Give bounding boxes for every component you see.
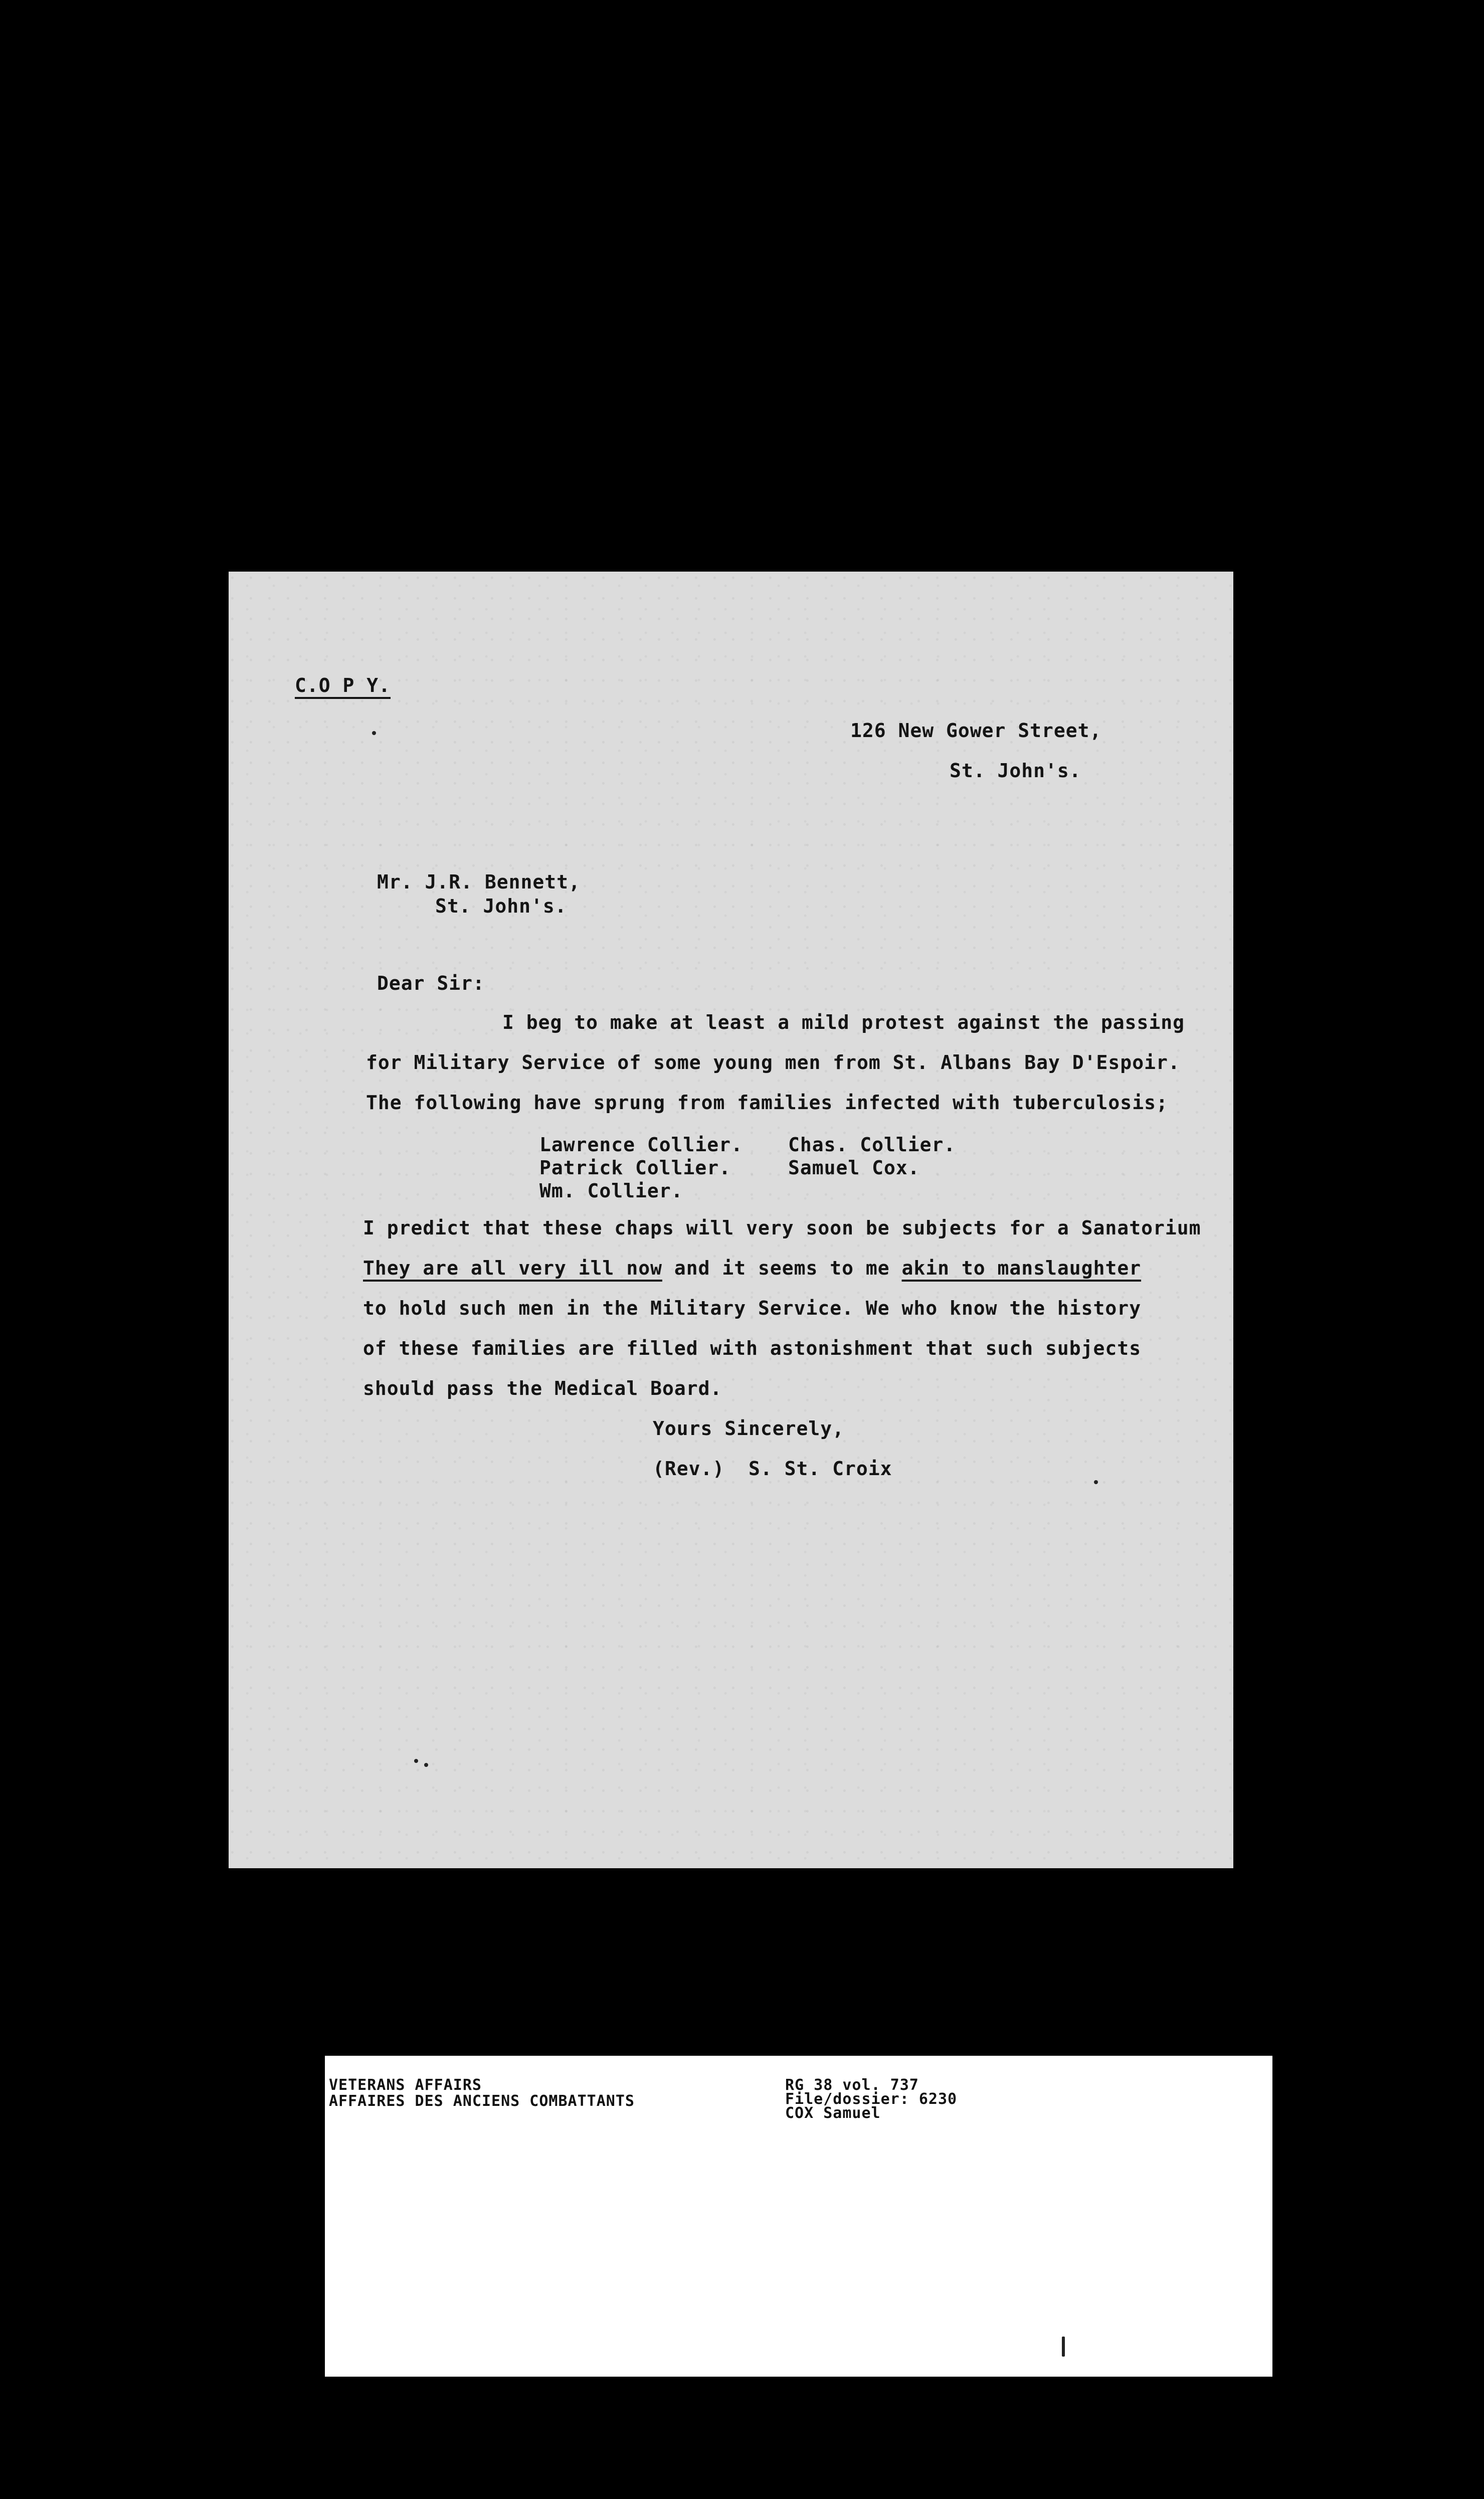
label-department-en: VETERANS AFFAIRS	[329, 2076, 482, 2094]
ink-speck	[372, 731, 376, 735]
ink-speck	[414, 1759, 418, 1763]
letter-page	[229, 572, 1233, 1868]
recipient-city: St. John's.	[435, 895, 567, 917]
underlined-phrase: akin to manslaughter	[901, 1257, 1142, 1279]
sender-address-city: St. John's.	[950, 760, 1081, 782]
closing: Yours Sincerely,	[653, 1417, 845, 1440]
label-subject-name: COX Samuel	[785, 2104, 881, 2122]
body-line: The following have sprung from families infected with tuberculosis;	[366, 1092, 1168, 1114]
body-line-underlined	[363, 1259, 1141, 1278]
ink-speck	[424, 1763, 428, 1767]
salutation: Dear Sir:	[377, 972, 485, 994]
label-file-number: File/dossier: 6230	[785, 2090, 958, 2108]
archive-label	[325, 2056, 1272, 2377]
underlined-phrase: They are all very ill now	[363, 1257, 662, 1279]
name-entry: Samuel Cox.	[788, 1157, 920, 1179]
name-entry: Wm. Collier.	[539, 1180, 683, 1202]
body-line: I predict that these chaps will very soon be subjects for a Sanatorium	[363, 1217, 1201, 1239]
ink-mark	[1062, 2337, 1065, 2357]
body-line: of these families are filled with astonishment that such subjects	[363, 1337, 1142, 1359]
body-line: I beg to make at least a mild protest against the passing	[502, 1011, 1185, 1033]
name-entry: Chas. Collier.	[788, 1134, 956, 1156]
body-line: should pass the Medical Board.	[363, 1377, 722, 1399]
label-department-fr: AFFAIRES DES ANCIENS COMBATTANTS	[329, 2092, 635, 2110]
name-entry: Lawrence Collier.	[539, 1134, 743, 1156]
body-line: for Military Service of some young men from St. Albans Bay D'Espoir.	[366, 1051, 1180, 1074]
ink-speck	[1094, 1480, 1098, 1484]
name-entry: Patrick Collier.	[539, 1157, 731, 1179]
signature: (Rev.) S. St. Croix	[653, 1458, 892, 1480]
recipient-name: Mr. J.R. Bennett,	[377, 871, 581, 893]
body-fragment: and it seems to me	[662, 1257, 902, 1279]
label-volume: RG 38 vol. 737	[785, 2076, 919, 2094]
body-line: to hold such men in the Military Service. We who know the history	[363, 1297, 1142, 1319]
copy-heading: C.O P Y.	[295, 674, 391, 696]
sender-address-street: 126 New Gower Street,	[850, 720, 1102, 742]
